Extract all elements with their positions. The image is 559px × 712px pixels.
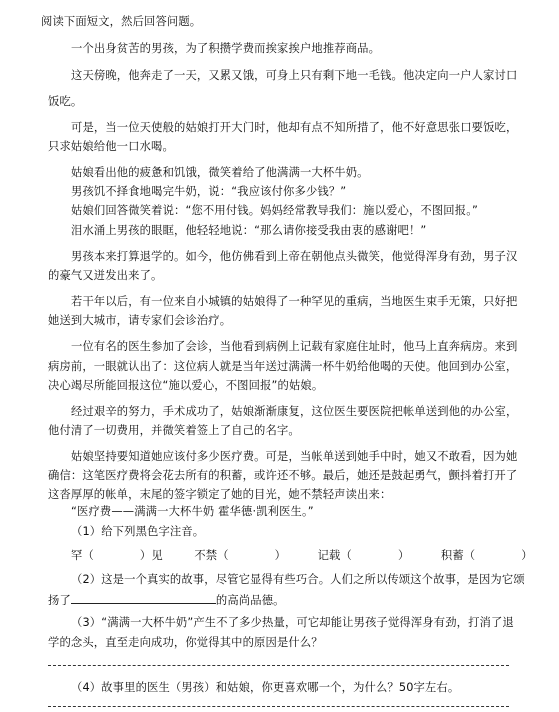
answer-line[interactable] <box>48 706 509 707</box>
paragraph-line: 这沓厚厚的帐单，末尾的签字锁定了她的目光，她不禁轻声读出来： <box>48 488 392 501</box>
paragraph-line: 若干年以后，有一位来自小城镇的姑娘得了一种罕见的重病，当地医生束手无策，只好把 <box>71 295 518 308</box>
blank-label: 积蓄（ <box>440 549 476 562</box>
paragraph-line: 一个出身贫苦的男孩，为了积攒学费而挨家挨户地推荐商品。 <box>71 42 381 55</box>
fill-in-blank[interactable] <box>71 592 216 604</box>
blank-label: ） <box>397 549 410 562</box>
question-2-fill-line <box>48 592 285 608</box>
blank-label: ） <box>521 549 533 562</box>
question-2-prompt: （2）这是一个真实的故事，尽管它显得有些巧合。人们之所以传颂这个故事，是因为它颂 <box>71 573 525 586</box>
question-3-prompt: （3）“满满一大杯牛奶”产生不了多少热量，可它却能让男孩子觉得浑身有劲，打消了退 <box>71 616 514 629</box>
paragraph-line: 这天傍晚，他奔走了一天，又累又饿，可身上只有剩下地一毛钱。他决定向一户人家讨口 <box>71 69 518 82</box>
paragraph-line: 经过艰辛的努力，手术成功了，姑娘渐渐康复，这位医生要医院把帐单送到他的办公室， <box>71 405 518 418</box>
bill-quote: “医疗费——满满一大杯牛奶 霍华德·凯利医生。” <box>71 505 314 518</box>
paragraph-line: 姑娘们回答微笑着说：“您不用付钱。妈妈经常教导我们：施以爱心，不图回报。” <box>71 204 478 217</box>
question-4-prompt: （4）故事里的医生（男孩）和姑娘，你更喜欢哪一个，为什么？50字左右。 <box>71 681 460 694</box>
paragraph-line: 病房前，一眼就认出了：这位病人就是当年送过满满一杯牛奶给他喝的天使。他回到办公室， <box>48 360 518 373</box>
paragraph-line: 的豪气又迸发出来了。 <box>48 269 163 282</box>
paragraph-line: 一位有名的医生参加了会诊，当他看到病例上记载有家庭住址时，他马上直奔病房。来到 <box>71 340 518 353</box>
fill-suffix: 的高尚品德。 <box>215 594 285 607</box>
question-1-pinyin-blanks <box>71 549 533 563</box>
blank-label: 记载（ <box>317 549 352 562</box>
paragraph-line: 可是，当一位天使般的姑娘打开大门时，他却有点不知所措了，他不好意思张口要饭吃， <box>71 121 518 134</box>
question-3-prompt-cont: 学的念头，直至走向成功，你觉得其中的原因是什么？ <box>48 636 323 649</box>
blank-label: 罕（ <box>71 549 94 562</box>
blank-label: ）见 <box>139 549 163 562</box>
paragraph-line: 饭吃。 <box>48 95 83 108</box>
answer-line[interactable] <box>48 665 509 666</box>
fill-prefix: 扬了 <box>48 594 71 607</box>
blank-label: 不禁（ <box>194 549 229 562</box>
paragraph-line: 他付清了一切费用，并微笑着签上了自己的名字。 <box>48 424 300 437</box>
paragraph-line: 决心竭尽所能回报这位“施以爱心，不图回报”的姑娘。 <box>48 379 324 392</box>
paragraph-line: 男孩饥不择食地喝完牛奶，说：“我应该付你多少钱？” <box>71 185 347 198</box>
paragraph-line: 姑娘坚持要知道她应该付多少医疗费。可是，当帐单送到她手中时，她又不敢看，因为她 <box>71 450 518 463</box>
instruction-text: 阅读下面短文，然后回答问题。 <box>41 15 202 28</box>
paragraph-line: 她送到大城市，请专家们会诊治疗。 <box>48 314 232 327</box>
paragraph-line: 泪水涌上男孩的眼眶，他轻轻地说：“那么请你接受我由衷的感谢吧！” <box>71 224 427 237</box>
paragraph-line: 只求姑娘给他一口水喝。 <box>48 140 174 153</box>
question-1-prompt: （1）给下列黑色字注音。 <box>71 525 205 538</box>
paragraph-line: 男孩本来打算退学的。如今，他仿佛看到上帝在朝他点头微笑，他觉得浑身有劲，男子汉 <box>71 250 518 263</box>
paragraph-line: 确信：这笔医疗费将会花去所有的积蓄，或许还不够。最后，她还是鼓起勇气，颤抖着打开了 <box>48 469 518 482</box>
blank-label: ） <box>274 549 287 562</box>
paragraph-line: 姑娘看出他的疲惫和饥饿，微笑着给了他满满一大杯牛奶。 <box>71 166 369 179</box>
